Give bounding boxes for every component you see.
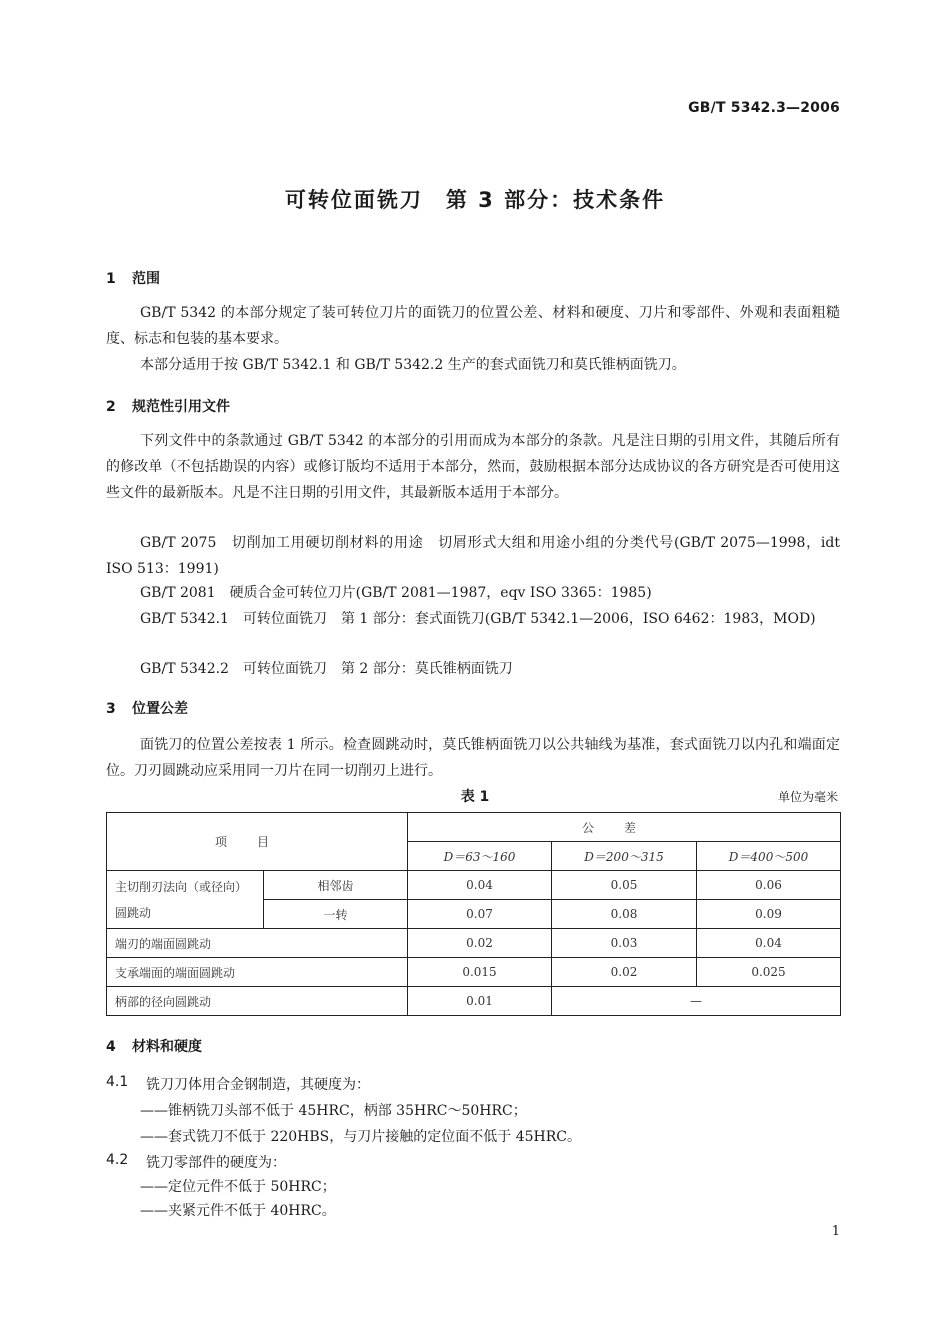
section-1-paragraph-1: GB/T 5342 的本部分规定了装可转位刀片的面铣刀的位置公差、材料和硬度、刀片和零部件、外观和表面粗糙度、标志和包装的基本要求。: [106, 305, 840, 347]
value-cell: 0.02: [552, 958, 697, 987]
section-1-heading: [106, 268, 160, 288]
value-cell: 0.01: [408, 987, 552, 1016]
item-header-cell: 项目: [107, 813, 408, 871]
section-4-heading: [106, 1036, 202, 1056]
row-label-cell: 端刃的端面圆跳动: [107, 929, 408, 958]
document-title: 可转位面铣刀 第 3 部分：技术条件: [284, 188, 666, 212]
page-number: 1: [831, 1224, 840, 1239]
row-label-cell: 柄部的径向圆跳动: [107, 987, 408, 1016]
section-3-paragraph-1: 面铣刀的位置公差按表 1 所示。检查圆跳动时，莫氏锥柄面铣刀以公共轴线为基准，套式面铣刀以内孔和端面定位。刀刃圆跳动应采用同一刀片在同一切削刃上进行。: [106, 737, 840, 779]
section-1-paragraph-2: 本部分适用于按 GB/T 5342.1 和 GB/T 5342.2 生产的套式面铣刀和莫氏锥柄面铣刀。: [140, 357, 686, 373]
value-cell: 0.04: [408, 871, 552, 900]
table-row: [107, 871, 841, 900]
section-number: 3: [106, 701, 116, 717]
row-label-cell: 支承端面的端面圆跳动: [107, 958, 408, 987]
section-3-heading: [106, 698, 188, 718]
clause-4-2-item-b: ——夹紧元件不低于 40HRC。: [140, 1203, 336, 1219]
clause-4-1-item-a: ——锥柄铣刀头部不低于 45HRC，柄部 35HRC～50HRC；: [140, 1103, 527, 1119]
value-cell: 0.07: [408, 900, 552, 929]
sub-label-cell: 相邻齿: [264, 871, 408, 900]
section-number: 2: [106, 399, 116, 415]
clause-4-1-text: 铣刀刀体用合金钢制造，其硬度为：: [146, 1077, 370, 1093]
section-number: 1: [106, 271, 116, 287]
clause-4-1-number: 4.1: [106, 1074, 129, 1090]
section-title: 位置公差: [132, 701, 188, 717]
table-caption: 表 1: [460, 789, 490, 805]
sub-label-cell: 一转: [264, 900, 408, 929]
value-cell: 0.08: [552, 900, 697, 929]
section-2-paragraph-1: 下列文件中的条款通过 GB/T 5342 的本部分的引用而成为本部分的条款。凡是注日期的引用文件，其随后所有的修改单（不包括勘误的内容）或修订版均不适用于本部分，然而，鼓励根据本部分达成协议的各方研究是否可使用这些文件的最新版本。凡是不注日期的引用文件，其最新版本适用于本部分。: [106, 433, 840, 501]
tolerance-table: [106, 812, 841, 1016]
value-cell: 0.02: [408, 929, 552, 958]
value-cell: 0.025: [697, 958, 841, 987]
clause-4-2-number: 4.2: [106, 1152, 129, 1168]
value-cell: 0.06: [697, 871, 841, 900]
value-cell: —: [552, 987, 841, 1016]
table-row: [107, 958, 841, 987]
reference-gbt-5342-2: GB/T 5342.2 可转位面铣刀 第 2 部分：莫氏锥柄面铣刀: [140, 661, 513, 677]
reference-gbt-2075: GB/T 2075 切削加工用硬切削材料的用途 切屑形式大组和用途小组的分类代号(GB/T 2075—1998，idt ISO 513：1991): [106, 535, 840, 577]
group-label-cell: 主切削刃法向（或径向）圆跳动: [107, 871, 264, 929]
section-title: 范围: [132, 271, 160, 287]
value-cell: 0.09: [697, 900, 841, 929]
table-unit-note: 单位为毫米: [777, 790, 838, 804]
table-header-row: [107, 813, 841, 842]
value-cell: 0.015: [408, 958, 552, 987]
standard-number: GB/T 5342.3—2006: [688, 100, 840, 116]
table-row: [107, 929, 841, 958]
reference-gbt-2081: GB/T 2081 硬质合金可转位刀片(GB/T 2081—1987，eqv ISO 3365：1985): [140, 585, 652, 601]
clause-4-1-item-b: ——套式铣刀不低于 220HBS，与刀片接触的定位面不低于 45HRC。: [140, 1129, 581, 1145]
value-cell: 0.04: [697, 929, 841, 958]
value-cell: 0.05: [552, 871, 697, 900]
section-title: 材料和硬度: [132, 1039, 202, 1055]
tolerance-header-cell: 公差: [408, 813, 841, 842]
value-cell: 0.03: [552, 929, 697, 958]
column-header-d-63-160: D＝63～160: [408, 842, 552, 871]
column-header-d-400-500: D＝400～500: [697, 842, 841, 871]
clause-4-2-item-a: ——定位元件不低于 50HRC；: [140, 1179, 336, 1195]
section-number: 4: [106, 1039, 116, 1055]
section-2-heading: [106, 396, 230, 416]
section-title: 规范性引用文件: [132, 399, 230, 415]
reference-gbt-5342-1: GB/T 5342.1 可转位面铣刀 第 1 部分：套式面铣刀(GB/T 5342.1—2006，ISO 6462：1983，MOD): [140, 611, 816, 627]
clause-4-2-text: 铣刀零部件的硬度为：: [146, 1155, 286, 1171]
column-header-d-200-315: D＝200～315: [552, 842, 697, 871]
table-row: [107, 987, 841, 1016]
